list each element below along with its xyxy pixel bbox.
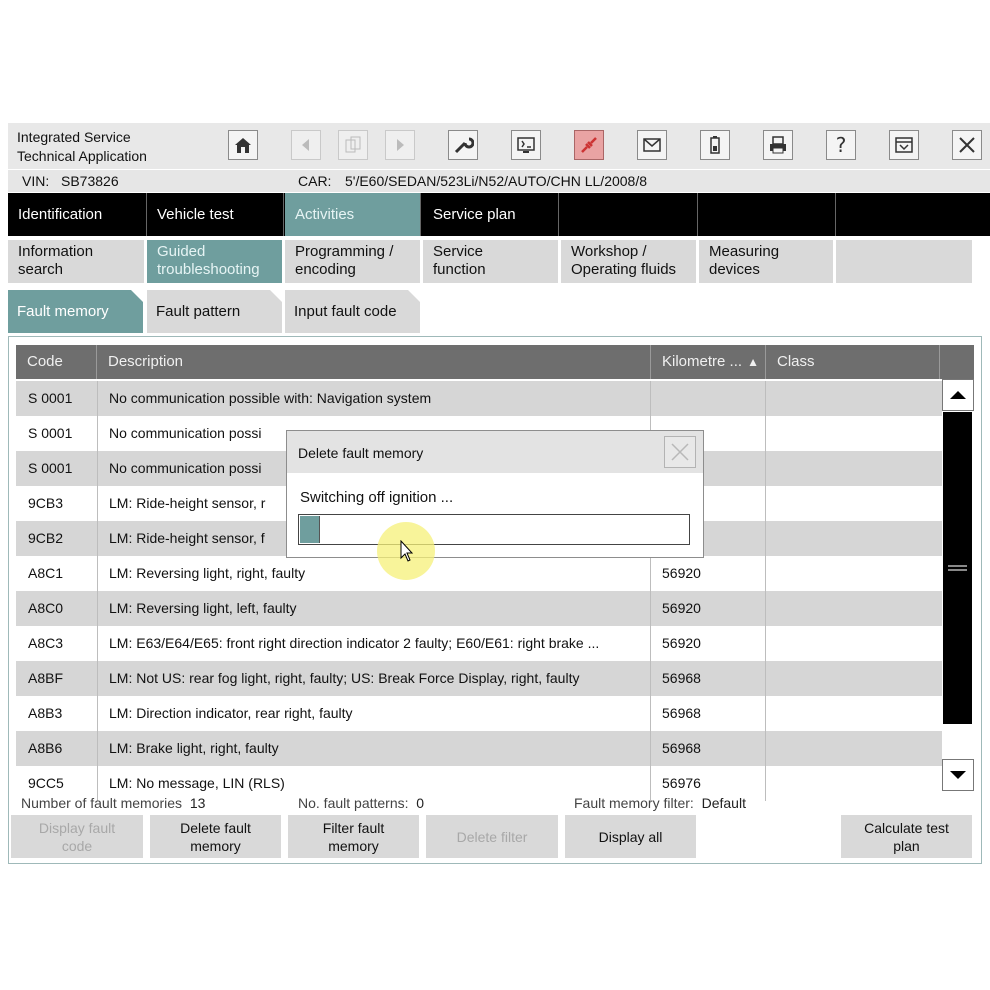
cell-code: A8C0 [28, 600, 64, 616]
cell-code: A8C1 [28, 565, 64, 581]
column-divider [765, 451, 766, 486]
cell-description: No communication possi [109, 425, 262, 441]
cell-description: LM: Ride-height sensor, r [109, 495, 266, 511]
mail-button[interactable] [637, 130, 667, 160]
table-row[interactable] [16, 381, 942, 416]
column-divider [765, 381, 766, 416]
column-class[interactable]: Class [766, 345, 940, 379]
column-kilometre[interactable] [651, 345, 766, 379]
column-divider [650, 731, 651, 766]
column-divider [97, 381, 98, 416]
cell-code: A8B6 [28, 740, 63, 756]
table-row[interactable] [16, 696, 942, 731]
subnav-empty [836, 240, 972, 283]
dialog-title: Delete fault memory [298, 445, 424, 461]
connection-icon [578, 134, 600, 156]
fault-patterns-count [298, 795, 424, 811]
cell-description: LM: E63/E64/E65: front right direction indicator 2 faulty; E60/E61: right brake ... [109, 635, 600, 651]
battery-icon [704, 134, 726, 156]
connection-button[interactable] [574, 130, 604, 160]
column-divider [650, 591, 651, 626]
cell-kilometre: 56920 [662, 565, 701, 581]
column-divider [765, 521, 766, 556]
display-fault-code-button[interactable]: Display fault code [11, 815, 143, 858]
cell-kilometre [662, 381, 762, 416]
column-divider [97, 626, 98, 661]
close-icon [669, 441, 691, 463]
column-divider [765, 416, 766, 451]
car-value: 5'/E60/SEDAN/523Li/N52/AUTO/CHN LL/2008/8 [345, 173, 648, 189]
fault-patterns-label: No. fault patterns: [298, 795, 409, 811]
mail-icon [641, 134, 663, 156]
cell-code: A8B3 [28, 705, 63, 721]
column-divider [765, 556, 766, 591]
fault-memories-count [21, 795, 205, 811]
cell-kilometre: 56968 [662, 740, 701, 756]
scroll-up-button[interactable] [942, 379, 974, 411]
fault-memories-value: 13 [189, 795, 206, 811]
nav-empty-2 [699, 193, 836, 236]
column-divider [97, 451, 98, 486]
delete-fault-memory-button[interactable]: Delete fault memory [150, 815, 281, 858]
column-divider [650, 661, 651, 696]
filter-value: Default [701, 795, 746, 811]
scroll-grip-icon [943, 412, 972, 724]
column-divider [97, 416, 98, 451]
subnav-service-function[interactable]: Service function [423, 240, 558, 283]
subnav-information-search[interactable]: Information search [8, 240, 144, 283]
column-divider [97, 486, 98, 521]
subnav-measuring-devices[interactable]: Measuring devices [699, 240, 833, 283]
calculate-test-plan-button[interactable]: Calculate test plan [841, 815, 972, 858]
filter-label: Fault memory filter: [574, 795, 694, 811]
dialog-message: Switching off ignition ... [300, 489, 454, 506]
cell-description: No communication possible with: Navigation system [109, 390, 432, 406]
copy-button[interactable] [338, 130, 368, 160]
forward-arrow-icon [389, 134, 411, 156]
column-kilometre-label: Kilometre ... [662, 353, 743, 370]
column-divider [765, 626, 766, 661]
cell-description: LM: Direction indicator, rear right, faulty [109, 705, 353, 721]
column-divider [97, 556, 98, 591]
help-icon [830, 134, 852, 156]
app-title-line2: Technical Application [17, 148, 147, 164]
scroll-down-button[interactable] [942, 759, 974, 791]
app-title-line1: Integrated Service [17, 129, 131, 145]
cell-code: A8C3 [28, 635, 64, 651]
fault-patterns-value: 0 [416, 795, 425, 811]
cell-code: A8BF [28, 670, 64, 686]
nav-activities[interactable]: Activities [285, 193, 421, 236]
wrench-icon [452, 134, 474, 156]
cell-kilometre: 56968 [662, 705, 701, 721]
column-divider [650, 696, 651, 731]
back-button[interactable] [291, 130, 321, 160]
table-row[interactable] [16, 556, 942, 591]
mouse-cursor-icon [400, 540, 416, 564]
print-icon [767, 134, 789, 156]
nav-vehicle-test[interactable]: Vehicle test [147, 193, 284, 236]
cell-kilometre: 56968 [662, 670, 701, 686]
cell-code: S 0001 [28, 425, 73, 441]
column-divider [765, 486, 766, 521]
cell-code: S 0001 [28, 390, 73, 406]
tab-input-fault-code[interactable] [285, 290, 420, 333]
cell-code: 9CB3 [28, 495, 64, 511]
column-divider [650, 626, 651, 661]
tab-fault-pattern-label: Fault pattern [156, 303, 241, 320]
print-button[interactable] [763, 130, 793, 160]
scrollbar-thumb[interactable] [943, 412, 972, 724]
column-divider [97, 731, 98, 766]
help-button[interactable] [826, 130, 856, 160]
diagnosis-icon [515, 134, 537, 156]
tab-fault-memory-label: Fault memory [17, 303, 109, 320]
column-divider [765, 661, 766, 696]
delete-filter-button[interactable]: Delete filter [426, 815, 558, 858]
service-button[interactable] [448, 130, 478, 160]
table-row[interactable] [16, 731, 942, 766]
table-row[interactable] [16, 661, 942, 696]
sort-ascending-icon: ▲ [747, 355, 759, 369]
column-description[interactable]: Description [97, 345, 651, 379]
column-divider [650, 381, 651, 416]
fault-memories-label: Number of fault memories [21, 795, 183, 811]
progress-bar [298, 514, 690, 545]
cell-kilometre: 56920 [662, 635, 701, 651]
tab-fault-memory[interactable] [8, 290, 143, 333]
scroll-down-icon [943, 760, 973, 790]
fault-memory-filter [574, 795, 746, 811]
nav-identification[interactable]: Identification [8, 193, 147, 236]
scroll-up-icon [943, 380, 973, 410]
table-row[interactable] [16, 591, 942, 626]
subnav-workshop-fluids[interactable]: Workshop / Operating fluids [561, 240, 696, 283]
tab-input-fault-code-label: Input fault code [294, 303, 397, 320]
close-button[interactable] [952, 130, 982, 160]
cell-description: No communication possi [109, 460, 262, 476]
cell-description: LM: Reversing light, right, faulty [109, 565, 306, 581]
table-row[interactable] [16, 626, 942, 661]
tab-fault-pattern[interactable] [147, 290, 282, 333]
home-button[interactable] [228, 130, 258, 160]
subnav-guided-troubleshooting[interactable]: Guided troubleshooting [147, 240, 282, 283]
cell-description: LM: Reversing light, left, faulty [109, 600, 297, 616]
window-button[interactable] [889, 130, 919, 160]
column-divider [97, 696, 98, 731]
cell-description: LM: Brake light, right, faulty [109, 740, 279, 756]
column-divider [765, 766, 766, 801]
progress-bar-fill [300, 516, 320, 543]
cell-kilometre: 56920 [662, 600, 701, 616]
car-label: CAR: [298, 173, 332, 189]
nav-service-plan[interactable]: Service plan [423, 193, 559, 236]
dialog-close-button[interactable] [664, 436, 696, 468]
cell-description: LM: Not US: rear fog light, right, faulty; US: Break Force Display, right, faulty [109, 670, 580, 686]
cell-code: 9CB2 [28, 530, 64, 546]
close-icon [956, 134, 978, 156]
copy-icon [342, 134, 364, 156]
column-code[interactable]: Code [16, 345, 97, 379]
window-icon [893, 134, 915, 156]
filter-fault-memory-button[interactable]: Filter fault memory [288, 815, 419, 858]
diagnosis-button[interactable] [511, 130, 541, 160]
svg-text:?: ? [835, 134, 847, 156]
column-divider [765, 591, 766, 626]
column-divider [97, 521, 98, 556]
column-divider [765, 731, 766, 766]
cell-code: 9CC5 [28, 775, 64, 791]
cell-code: S 0001 [28, 460, 73, 476]
vin-label: VIN: [22, 173, 50, 189]
home-icon [232, 134, 254, 156]
column-divider [97, 591, 98, 626]
cell-description: LM: No message, LIN (RLS) [109, 775, 285, 791]
cell-kilometre: 56976 [662, 775, 701, 791]
display-all-button[interactable]: Display all [565, 815, 696, 858]
back-arrow-icon [295, 134, 317, 156]
subnav-programming-encoding[interactable]: Programming / encoding [285, 240, 420, 283]
app-title [17, 128, 147, 166]
column-divider [765, 696, 766, 731]
column-divider [650, 556, 651, 591]
vin-value: SB73826 [61, 173, 119, 189]
column-divider [97, 661, 98, 696]
battery-button[interactable] [700, 130, 730, 160]
cell-description: LM: Ride-height sensor, f [109, 530, 265, 546]
nav-empty-1 [560, 193, 698, 236]
forward-button[interactable] [385, 130, 415, 160]
